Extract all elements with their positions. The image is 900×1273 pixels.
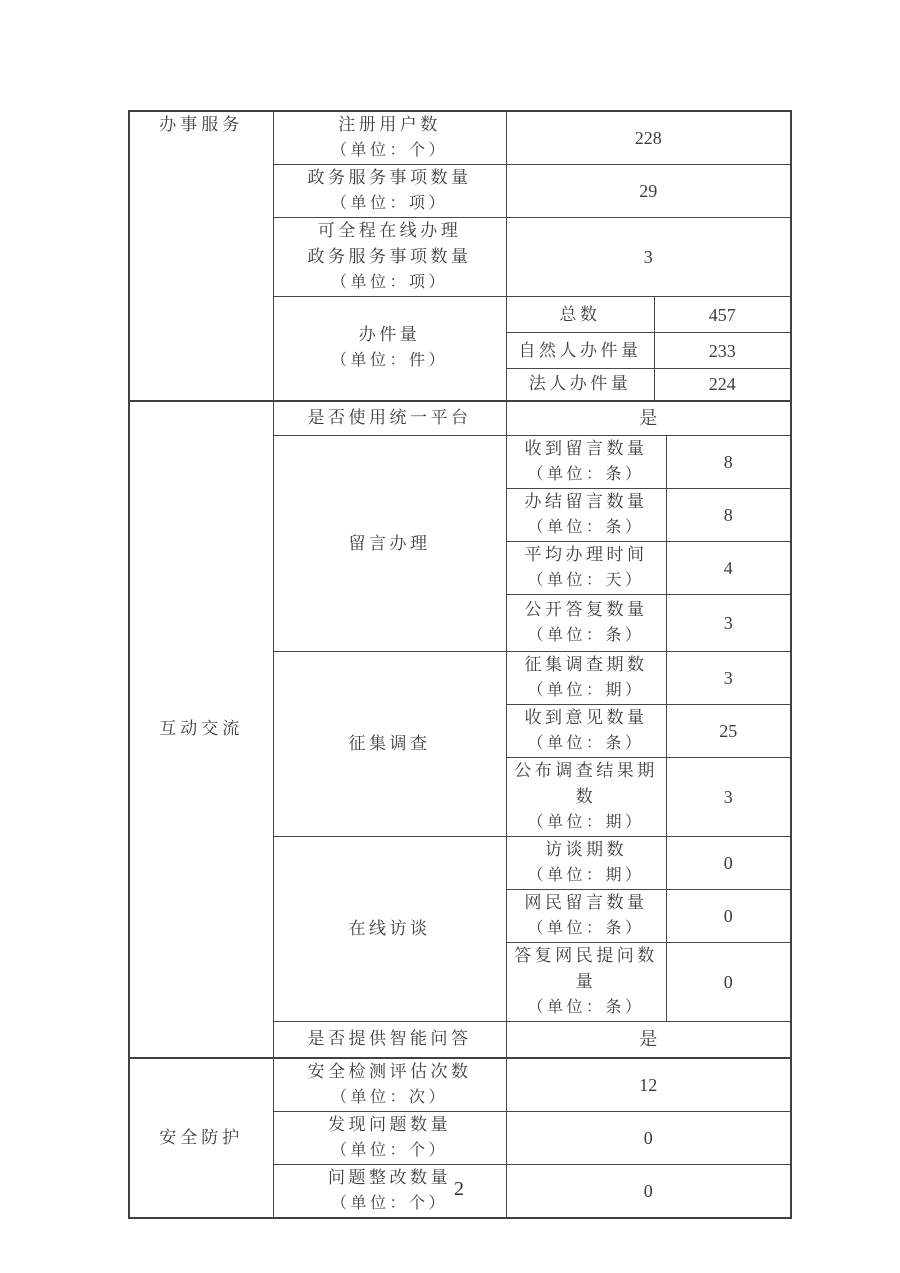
subrow-label-cell <box>506 436 666 489</box>
subrow-label-cell <box>506 595 666 652</box>
subrow-label-cell <box>506 652 666 705</box>
item-cell-banjianliang <box>273 297 506 401</box>
item-label: 发现问题数量 <box>328 1114 451 1134</box>
subrow-value-cell: 3 <box>666 758 791 837</box>
item-unit: （单位：个） <box>330 142 448 159</box>
subrow-value-cell: 8 <box>666 489 791 542</box>
item-unit: （单位：个） <box>330 1194 448 1212</box>
subrow-unit: （单位：条） <box>527 627 645 644</box>
subrow-value-cell: 0 <box>666 837 791 890</box>
subrow-label-cell <box>506 943 666 1022</box>
subrow-label: 答复网民提问数量 <box>514 946 658 991</box>
page-number: 2 <box>454 1178 464 1200</box>
subrow-value-cell: 233 <box>654 333 791 369</box>
item-cell <box>273 165 506 218</box>
subrow-label-cell: 总数 <box>506 297 654 333</box>
subrow-label-cell: 法人办件量 <box>506 369 654 401</box>
value-cell: 是 <box>506 401 791 436</box>
item-cell <box>273 111 506 165</box>
subrow-label: 公开答复数量 <box>524 600 648 619</box>
category-cell-service <box>129 111 273 401</box>
item-unit: （单位：件） <box>330 352 448 370</box>
subrow-label: 征集调查期数 <box>524 655 648 674</box>
subrow-unit: （单位：条） <box>527 519 645 536</box>
item-unit: （单位：个） <box>330 1141 448 1159</box>
subrow-label: 网民留言数量 <box>524 893 648 912</box>
item-label: 可全程在线办理 <box>317 221 462 240</box>
subrow-value-cell: 25 <box>666 705 791 758</box>
category-label: 互动交流 <box>159 719 244 738</box>
item-label: 办件量 <box>358 325 421 345</box>
subrow-label: 办结留言数量 <box>524 492 648 511</box>
item-cell: 是否提供智能问答 <box>273 1022 506 1058</box>
value-cell: 3 <box>506 218 791 297</box>
subrow-label-cell <box>506 890 666 943</box>
subrow-value-cell: 3 <box>666 652 791 705</box>
item-cell-message-handling: 留言办理 <box>273 436 506 652</box>
item-label: 安全检测评估次数 <box>307 1061 472 1081</box>
subrow-value-cell: 0 <box>666 943 791 1022</box>
subrow-unit: （单位：条） <box>527 920 645 937</box>
table-row <box>129 401 791 436</box>
subrow-value-cell: 4 <box>666 542 791 595</box>
subrow-label: 公布调查结果期数 <box>514 761 658 806</box>
subrow-value-cell: 457 <box>654 297 791 333</box>
subrow-label-cell <box>506 705 666 758</box>
item-unit: （单位：次） <box>330 1088 448 1106</box>
subrow-label-cell: 自然人办件量 <box>506 333 654 369</box>
item-cell <box>273 1111 506 1164</box>
value-cell: 228 <box>506 111 791 165</box>
category-label: 安全防护 <box>159 1127 244 1147</box>
table-row <box>129 1058 791 1112</box>
subrow-unit: （单位：条） <box>527 999 645 1016</box>
subrow-label: 收到留言数量 <box>524 439 648 458</box>
category-label: 办事服务 <box>159 115 244 134</box>
item-unit: （单位：项） <box>330 274 448 291</box>
subrow-unit: （单位：条） <box>527 735 645 752</box>
subrow-unit: （单位：条） <box>527 466 645 483</box>
value-cell: 12 <box>506 1058 791 1112</box>
subrow-unit: （单位：期） <box>527 814 645 831</box>
item-cell: 是否使用统一平台 <box>273 401 506 436</box>
item-cell <box>273 218 506 297</box>
value-cell: 0 <box>506 1111 791 1164</box>
subrow-label: 平均办理时间 <box>524 545 648 564</box>
subrow-label-cell <box>506 837 666 890</box>
category-cell-interaction <box>129 401 273 1058</box>
item-label-line2: 政务服务事项数量 <box>307 247 472 266</box>
subrow-value-cell: 0 <box>666 890 791 943</box>
subrow-value-cell: 8 <box>666 436 791 489</box>
subrow-label-cell <box>506 542 666 595</box>
table-row <box>129 111 791 165</box>
value-cell: 是 <box>506 1022 791 1058</box>
subrow-unit: （单位：期） <box>527 867 645 884</box>
item-label: 注册用户数 <box>338 115 441 134</box>
subrow-label-cell <box>506 758 666 837</box>
value-cell: 0 <box>506 1164 791 1218</box>
item-unit: （单位：项） <box>330 195 448 212</box>
subrow-label: 访谈期数 <box>545 840 627 859</box>
report-table <box>128 110 792 1219</box>
value-cell: 29 <box>506 165 791 218</box>
subrow-value-cell: 3 <box>666 595 791 652</box>
subrow-unit: （单位：期） <box>527 682 645 699</box>
item-label: 政务服务事项数量 <box>307 168 472 187</box>
subrow-unit: （单位：天） <box>527 572 645 589</box>
item-cell-survey: 征集调查 <box>273 652 506 837</box>
item-cell <box>273 1058 506 1112</box>
subrow-label: 收到意见数量 <box>524 708 648 727</box>
subrow-value-cell: 224 <box>654 369 791 401</box>
subrow-label-cell <box>506 489 666 542</box>
item-cell-online-interview: 在线访谈 <box>273 837 506 1022</box>
item-label: 问题整改数量 <box>328 1167 451 1187</box>
